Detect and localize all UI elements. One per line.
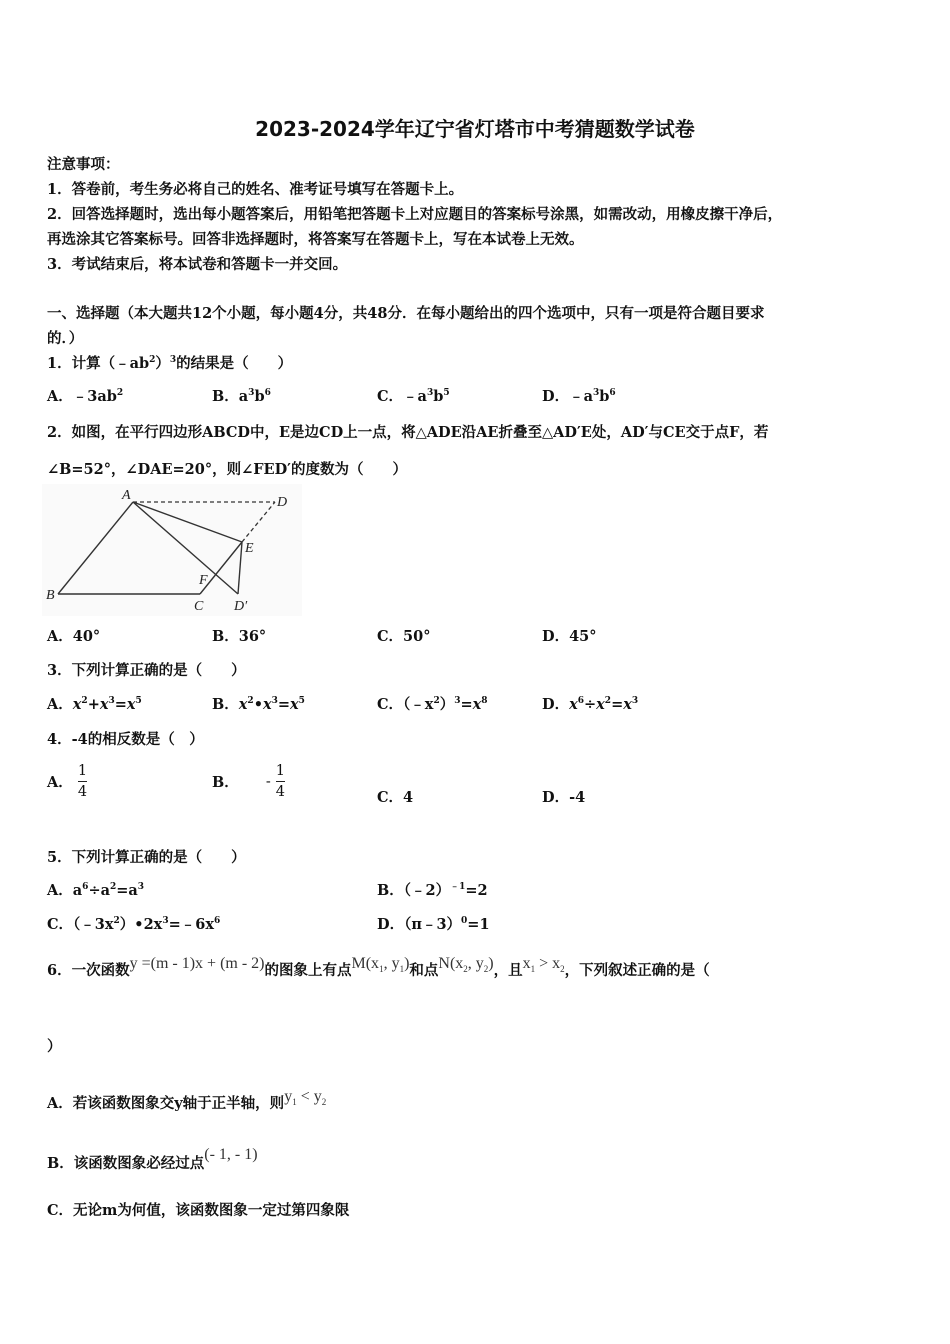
notice-heading: 注意事项： (47, 156, 120, 173)
x-inequality: $x_1 > x_2$ (522, 955, 565, 975)
q1-option-d[interactable]: D．$﹣a^3b^6$ (542, 388, 616, 405)
q1-option-a[interactable]: A．$﹣3ab^2$ (47, 388, 124, 405)
y-inequality: $y_1 < y_2$ (284, 1088, 327, 1108)
q6-option-a[interactable]: A．若该函数图象交y轴于正半轴，则$y_1 < y_2$ (47, 1088, 327, 1112)
function-expression: y =(m - 1)x + (m - 2) (129, 955, 265, 972)
question-6-close: ） (47, 1038, 62, 1055)
notice-item: 3．考试结束后，将本试卷和答题卡一并交回。 (47, 256, 348, 273)
label-e: E (245, 541, 254, 556)
q6-option-b[interactable]: B．该函数图象必经过点(- 1, - 1) (47, 1146, 258, 1172)
q1-option-c[interactable]: C．$﹣a^3b^5$ (377, 388, 450, 405)
notice-item: 1．答卷前，考生务必将自己的姓名、准考证号填写在答题卡上。 (47, 181, 464, 198)
q2-option-c[interactable]: C．50° (377, 628, 431, 645)
label-d: D (277, 495, 288, 510)
q2-option-d[interactable]: D．45° (542, 628, 597, 645)
q4-option-d[interactable]: D．-4 (542, 789, 586, 806)
point-m: $M(x_1$, $y_1$) (351, 955, 410, 975)
question-2-stem-cont: ∠B=52°，∠DAE=20°，则∠FED′的度数为（ ） (47, 461, 407, 478)
q4-option-b[interactable]: B． - $\frac{1}{4}$ (212, 763, 286, 800)
point-n: $N(x_2$, $y_2$) (438, 955, 494, 975)
fraction: $\frac{1}{4}$ (77, 763, 88, 800)
fraction: $\frac{1}{4}$ (275, 763, 286, 800)
label-c: C (194, 599, 204, 614)
question-4-stem: 4．-4的相反数是（ ） (47, 731, 204, 748)
label-b: B (46, 588, 55, 603)
q3-option-b[interactable]: B．$x^2•x^3=x^5$ (212, 696, 305, 713)
question-2-stem: 2．如图，在平行四边形ABCD中，E是边CD上一点，将△ADE沿AE折叠至△AD′E处，AD′与CE交于点F，若 (47, 424, 769, 441)
q1-option-b[interactable]: B．$a^3b^6$ (212, 388, 271, 405)
q3-option-a[interactable]: A．$x^2+x^3=x^5$ (47, 696, 142, 713)
q2-option-b[interactable]: B．36° (212, 628, 267, 645)
notice-item: 2．回答选择题时，选出每小题答案后，用铅笔把答题卡上对应题目的答案标号涂黑，如需改动，用橡皮擦干净后， (47, 206, 783, 223)
question-6-stem: 6．一次函数y =(m - 1)x + (m - 2)的图象上有点$M(x_1$, $y_1$)和点$N(x_2$, $y_2$)，且$x_1 > x_2$，下列叙述正确的是（ (47, 955, 710, 979)
section-heading: 一、选择题（本大题共12个小题，每小题4分，共48分．在每小题给出的四个选项中，只有一项是符合题目要求 (47, 305, 765, 322)
question-1-stem: 1．计算$(﹣ab^2)^3$的结果是（ ） (47, 355, 293, 372)
q4-option-c[interactable]: C．4 (377, 789, 414, 806)
question-5-stem: 5．下列计算正确的是（ ） (47, 849, 246, 866)
label-f: F (199, 573, 208, 588)
q4-option-a[interactable]: A． $\frac{1}{4}$ (47, 763, 88, 800)
parallelogram-figure (42, 484, 302, 616)
q3-option-d[interactable]: D．$x^6\div x^2=x^3$ (542, 696, 639, 713)
page-title: 2023-2024学年辽宁省灯塔市中考猜题数学试卷 (255, 117, 695, 141)
q2-option-a[interactable]: A．40° (47, 628, 101, 645)
section-heading-cont: 的．） (47, 330, 84, 347)
q5-option-a[interactable]: A．$a^6\div a^2=a^3$ (47, 882, 145, 899)
label-a: A (122, 488, 131, 503)
notice-item: 再选涂其它答案标号。回答非选择题时，将答案写在答题卡上，写在本试卷上无效。 (47, 231, 584, 248)
point-coordinate: (- 1, - 1) (204, 1146, 258, 1163)
q5-option-b[interactable]: B．（﹣2）$^{﹣1}$=2 (377, 882, 488, 899)
q3-option-c[interactable]: C．$(﹣x^2)^3=x^8$ (377, 696, 488, 713)
question-3-stem: 3．下列计算正确的是（ ） (47, 662, 246, 679)
q5-option-c[interactable]: C．$(﹣3x^2)•2x^3=﹣6x^6$ (47, 916, 221, 933)
q5-option-d[interactable]: D．（π﹣3）$^0$=1 (377, 916, 490, 933)
q6-option-c[interactable]: C．无论m为何值，该函数图象一定过第四象限 (47, 1202, 350, 1219)
label-d-prime: D′ (234, 599, 248, 614)
